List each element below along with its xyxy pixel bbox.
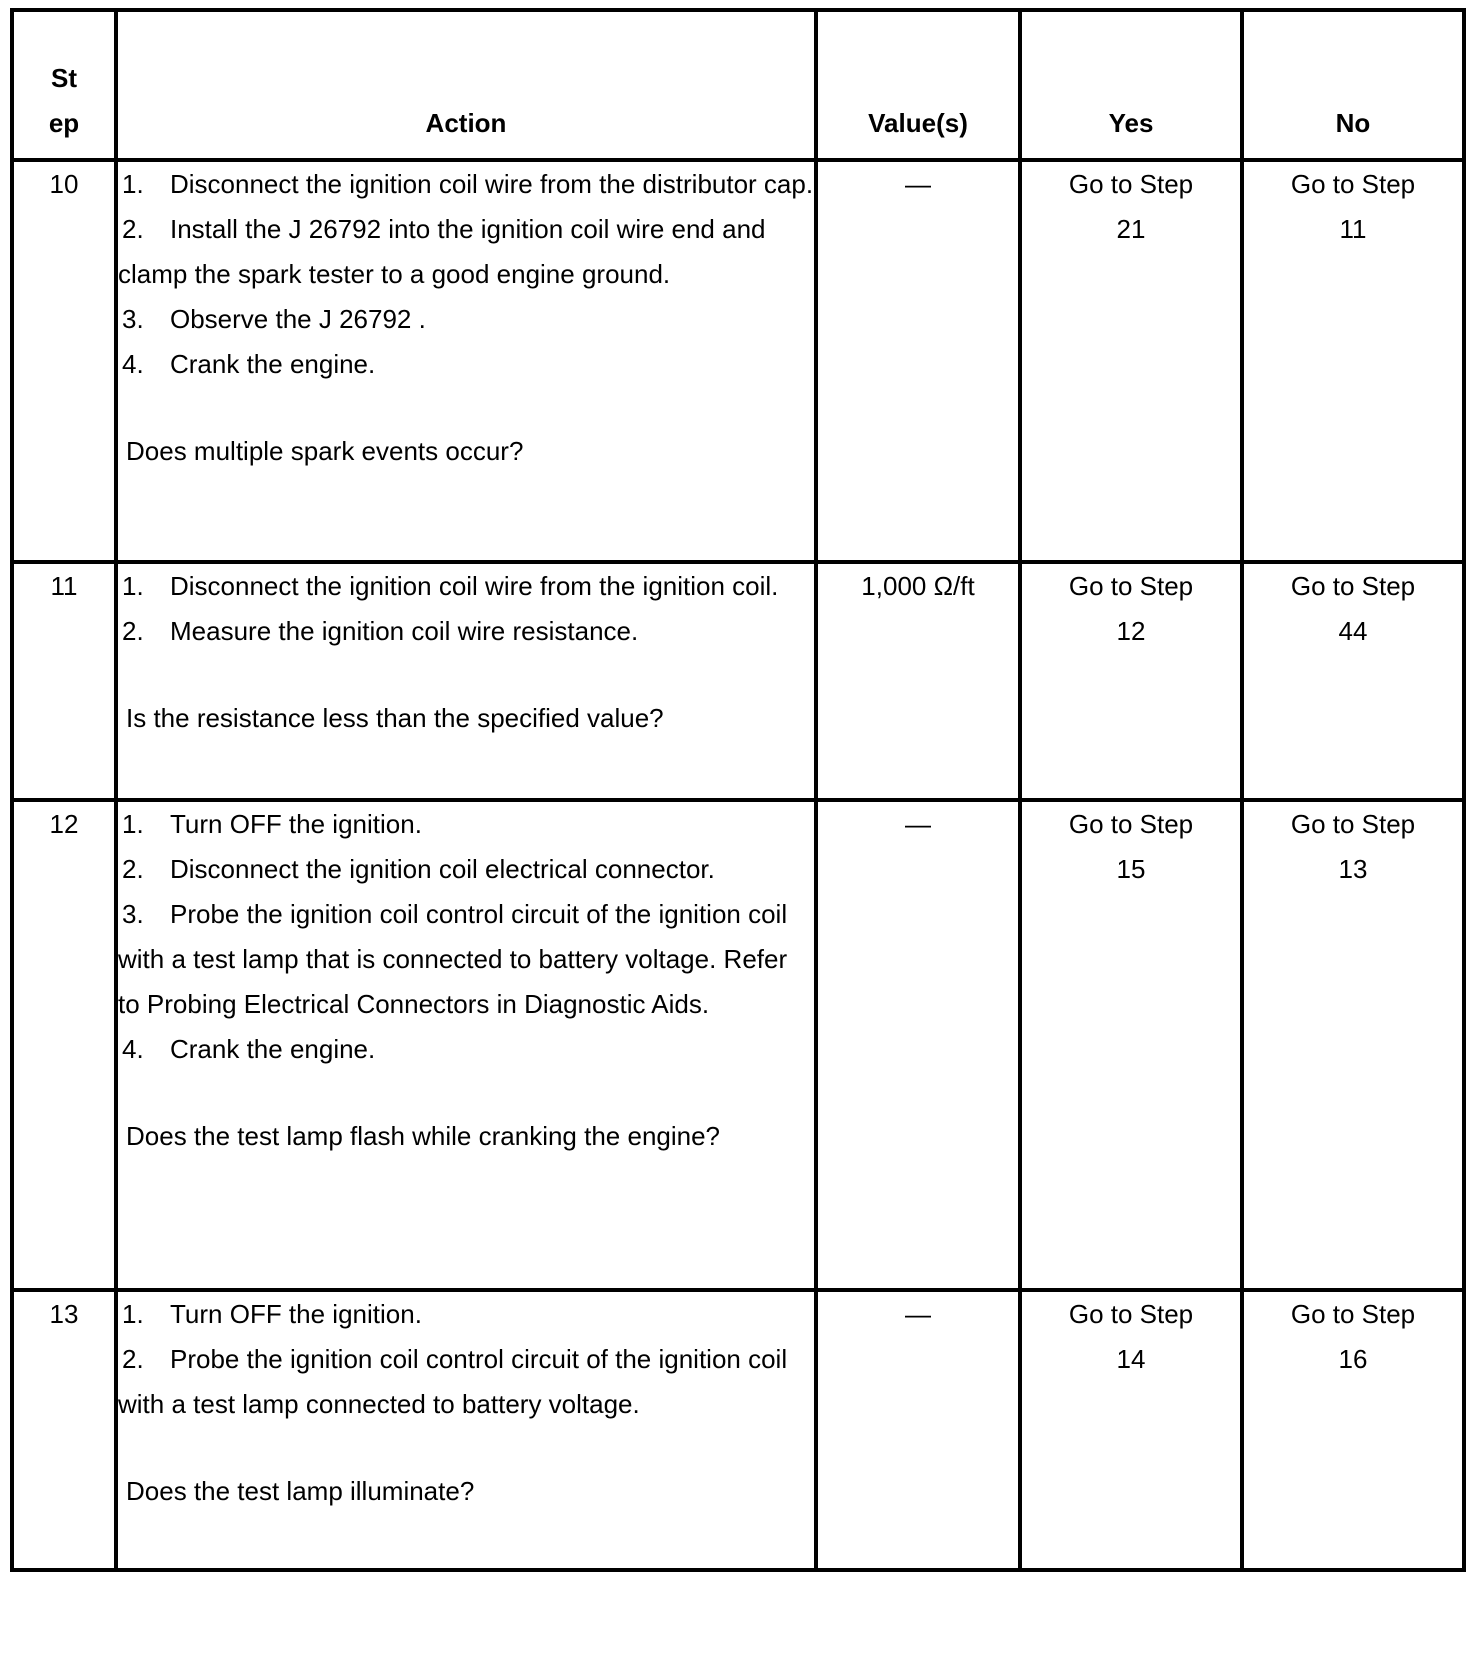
table-row bbox=[12, 800, 1464, 1290]
go-to-step-number: 11 bbox=[1339, 214, 1367, 244]
action-step-number: 4. bbox=[122, 1034, 144, 1064]
table-row bbox=[12, 160, 1464, 562]
no-cell bbox=[1242, 800, 1464, 1290]
action-step-number: 2. bbox=[122, 854, 144, 884]
go-to-step-label: Go to Step bbox=[1068, 1299, 1194, 1329]
action-step-text: Turn OFF the ignition. bbox=[170, 1299, 422, 1329]
action-step-number: 3. bbox=[122, 899, 144, 929]
go-to-step-label: Go to Step bbox=[1068, 809, 1194, 839]
action-question: Is the resistance less than the specified value? bbox=[126, 703, 664, 733]
action-cell bbox=[116, 160, 816, 562]
table-row bbox=[12, 1290, 1464, 1570]
action-cell bbox=[116, 562, 816, 800]
yes-link[interactable] bbox=[1022, 162, 1240, 266]
action-step bbox=[118, 1027, 814, 1072]
yes-cell bbox=[1020, 160, 1242, 562]
action-step-number: 4. bbox=[122, 349, 144, 379]
no-cell bbox=[1242, 562, 1464, 800]
step-number-cell: 11 bbox=[12, 562, 116, 800]
action-step bbox=[118, 207, 814, 297]
header-row bbox=[12, 10, 1464, 160]
no-link[interactable] bbox=[1244, 162, 1462, 266]
step-header-line2: ep bbox=[48, 108, 80, 138]
action-step-number: 2. bbox=[122, 616, 144, 646]
action-step-number: 2. bbox=[122, 1344, 144, 1374]
value-cell: — bbox=[816, 1290, 1020, 1570]
action-step-text: Measure the ignition coil wire resistance. bbox=[170, 616, 639, 646]
go-to-step-number: 15 bbox=[1116, 854, 1146, 884]
value-cell: — bbox=[816, 160, 1020, 562]
action-question: Does the test lamp illuminate? bbox=[126, 1476, 475, 1506]
action-step-text: Observe the J 26792 . bbox=[170, 304, 426, 334]
action-step-number: 1. bbox=[122, 169, 144, 199]
step-number-cell: 12 bbox=[12, 800, 116, 1290]
action-step bbox=[118, 609, 814, 654]
go-to-step-label: Go to Step bbox=[1068, 571, 1194, 601]
go-to-step-label: Go to Step bbox=[1290, 571, 1416, 601]
step-header bbox=[12, 10, 116, 160]
values-header: Value(s) bbox=[816, 10, 1020, 160]
action-step-text: Turn OFF the ignition. bbox=[170, 809, 422, 839]
step-header-line1: St bbox=[51, 63, 77, 93]
action-cell bbox=[116, 800, 816, 1290]
action-step bbox=[118, 564, 814, 609]
action-step-number: 1. bbox=[122, 1299, 144, 1329]
yes-cell bbox=[1020, 1290, 1242, 1570]
no-cell bbox=[1242, 1290, 1464, 1570]
action-question: Does multiple spark events occur? bbox=[126, 436, 524, 466]
yes-header: Yes bbox=[1020, 10, 1242, 160]
action-step-text: Install the J 26792 into the ignition coil wire end and clamp the spark tester to a good engine ground. bbox=[118, 214, 766, 289]
go-to-step-number: 16 bbox=[1338, 1344, 1368, 1374]
action-question: Does the test lamp flash while cranking the engine? bbox=[126, 1121, 721, 1151]
yes-link[interactable] bbox=[1022, 802, 1240, 906]
diagnostic-table bbox=[10, 8, 1466, 1572]
action-step-text: Crank the engine. bbox=[170, 349, 376, 379]
action-step-text: Disconnect the ignition coil electrical connector. bbox=[170, 854, 715, 884]
go-to-step-label: Go to Step bbox=[1290, 809, 1416, 839]
action-step bbox=[118, 342, 814, 387]
action-step-number: 1. bbox=[122, 571, 144, 601]
action-step-number: 3. bbox=[122, 304, 144, 334]
step-number-cell: 10 bbox=[12, 160, 116, 562]
action-step bbox=[118, 847, 814, 892]
action-header: Action bbox=[116, 10, 816, 160]
no-cell bbox=[1242, 160, 1464, 562]
action-step bbox=[118, 1292, 814, 1337]
go-to-step-number: 13 bbox=[1338, 854, 1368, 884]
go-to-step-label: Go to Step bbox=[1290, 169, 1416, 199]
yes-cell bbox=[1020, 562, 1242, 800]
action-step-text: Disconnect the ignition coil wire from the ignition coil. bbox=[170, 571, 779, 601]
action-step-text: Probe the ignition coil control circuit of the ignition coil with a test lamp that is connected to battery voltage. Refer to Probing Electrical Connectors in Diagnostic Aids. bbox=[118, 899, 788, 1019]
action-step-number: 2. bbox=[122, 214, 144, 244]
no-header: No bbox=[1242, 10, 1464, 160]
table-row bbox=[12, 562, 1464, 800]
go-to-step-number: 12 bbox=[1116, 616, 1146, 646]
no-link[interactable] bbox=[1244, 564, 1462, 668]
step-number-cell: 13 bbox=[12, 1290, 116, 1570]
yes-link[interactable] bbox=[1022, 564, 1240, 668]
action-step-text: Disconnect the ignition coil wire from the distributor cap. bbox=[170, 169, 814, 199]
action-step bbox=[118, 802, 814, 847]
no-link[interactable] bbox=[1244, 802, 1462, 906]
no-link[interactable] bbox=[1244, 1292, 1462, 1396]
action-step-text: Probe the ignition coil control circuit of the ignition coil with a test lamp connected to battery voltage. bbox=[118, 1344, 788, 1419]
go-to-step-number: 44 bbox=[1338, 616, 1368, 646]
action-step-number: 1. bbox=[122, 809, 144, 839]
value-cell: 1,000 Ω/ft bbox=[816, 562, 1020, 800]
action-step bbox=[118, 162, 814, 207]
go-to-step-number: 21 bbox=[1116, 214, 1146, 244]
action-cell bbox=[116, 1290, 816, 1570]
value-cell: — bbox=[816, 800, 1020, 1290]
yes-cell bbox=[1020, 800, 1242, 1290]
action-step bbox=[118, 1337, 814, 1427]
go-to-step-label: Go to Step bbox=[1290, 1299, 1416, 1329]
go-to-step-label: Go to Step bbox=[1068, 169, 1194, 199]
action-step bbox=[118, 297, 814, 342]
action-step bbox=[118, 892, 814, 1027]
go-to-step-number: 14 bbox=[1116, 1344, 1146, 1374]
yes-link[interactable] bbox=[1022, 1292, 1240, 1396]
action-step-text: Crank the engine. bbox=[170, 1034, 376, 1064]
